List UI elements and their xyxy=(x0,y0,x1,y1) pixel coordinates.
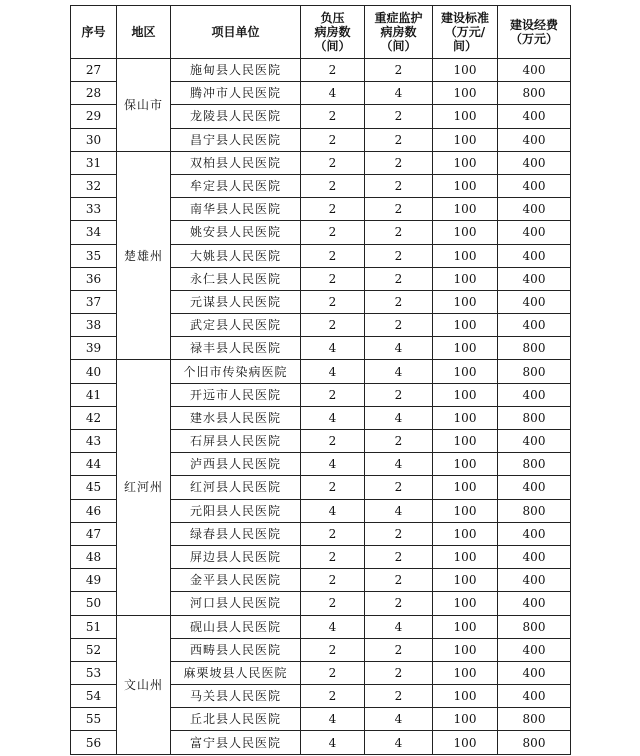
cell-construction-cost: 400 xyxy=(498,522,571,545)
cell-construction-cost: 400 xyxy=(498,105,571,128)
cell-unit: 金平县人民医院 xyxy=(171,569,301,592)
header-line: （间） xyxy=(314,39,351,53)
table-row xyxy=(71,59,571,82)
cell-icu-rooms: 2 xyxy=(365,244,433,267)
cell-icu-rooms: 2 xyxy=(365,59,433,82)
cell-construction-cost: 400 xyxy=(498,638,571,661)
cell-construction-cost: 800 xyxy=(498,615,571,638)
header-line: 间） xyxy=(452,39,477,53)
cell-seq: 40 xyxy=(71,360,117,383)
cell-construction-cost: 400 xyxy=(498,592,571,615)
cell-seq: 41 xyxy=(71,383,117,406)
cell-unit: 双柏县人民医院 xyxy=(171,151,301,174)
cell-negative-pressure-rooms: 2 xyxy=(301,174,365,197)
cell-seq: 34 xyxy=(71,221,117,244)
cell-icu-rooms: 4 xyxy=(365,615,433,638)
cell-seq: 48 xyxy=(71,545,117,568)
cell-seq: 52 xyxy=(71,638,117,661)
cell-construction-standard: 100 xyxy=(433,708,498,731)
cell-icu-rooms: 2 xyxy=(365,383,433,406)
cell-unit: 龙陵县人民医院 xyxy=(171,105,301,128)
cell-construction-cost: 800 xyxy=(498,499,571,522)
cell-construction-cost: 400 xyxy=(498,476,571,499)
cell-construction-standard: 100 xyxy=(433,128,498,151)
cell-region: 红河州 xyxy=(117,360,171,615)
cell-seq: 35 xyxy=(71,244,117,267)
cell-unit: 建水县人民医院 xyxy=(171,406,301,429)
cell-negative-pressure-rooms: 2 xyxy=(301,685,365,708)
cell-unit: 大姚县人民医院 xyxy=(171,244,301,267)
cell-construction-cost: 800 xyxy=(498,360,571,383)
cell-seq: 47 xyxy=(71,522,117,545)
cell-icu-rooms: 2 xyxy=(365,661,433,684)
cell-construction-cost: 400 xyxy=(498,267,571,290)
cell-region: 文山州 xyxy=(117,615,171,754)
cell-construction-cost: 400 xyxy=(498,569,571,592)
cell-negative-pressure-rooms: 2 xyxy=(301,198,365,221)
cell-seq: 28 xyxy=(71,82,117,105)
cell-icu-rooms: 4 xyxy=(365,82,433,105)
cell-negative-pressure-rooms: 4 xyxy=(301,731,365,754)
header-construction-cost xyxy=(498,6,571,59)
cell-seq: 56 xyxy=(71,731,117,754)
cell-seq: 32 xyxy=(71,174,117,197)
cell-seq: 36 xyxy=(71,267,117,290)
header-row xyxy=(71,6,571,59)
cell-negative-pressure-rooms: 4 xyxy=(301,360,365,383)
cell-construction-standard: 100 xyxy=(433,360,498,383)
cell-unit: 西畴县人民医院 xyxy=(171,638,301,661)
cell-negative-pressure-rooms: 2 xyxy=(301,638,365,661)
header-construction-standard xyxy=(433,6,498,59)
cell-negative-pressure-rooms: 2 xyxy=(301,59,365,82)
cell-negative-pressure-rooms: 2 xyxy=(301,522,365,545)
cell-construction-standard: 100 xyxy=(433,314,498,337)
cell-unit: 牟定县人民医院 xyxy=(171,174,301,197)
cell-negative-pressure-rooms: 2 xyxy=(301,430,365,453)
cell-region: 保山市 xyxy=(117,59,171,152)
cell-negative-pressure-rooms: 2 xyxy=(301,569,365,592)
cell-seq: 46 xyxy=(71,499,117,522)
cell-negative-pressure-rooms: 4 xyxy=(301,615,365,638)
header-line: 建设标准 xyxy=(440,11,489,25)
cell-unit: 昌宁县人民医院 xyxy=(171,128,301,151)
cell-unit: 武定县人民医院 xyxy=(171,314,301,337)
cell-seq: 37 xyxy=(71,290,117,313)
cell-negative-pressure-rooms: 2 xyxy=(301,314,365,337)
cell-negative-pressure-rooms: 2 xyxy=(301,151,365,174)
cell-construction-standard: 100 xyxy=(433,638,498,661)
cell-seq: 27 xyxy=(71,59,117,82)
cell-construction-cost: 400 xyxy=(498,198,571,221)
cell-icu-rooms: 2 xyxy=(365,569,433,592)
cell-construction-cost: 400 xyxy=(498,151,571,174)
cell-icu-rooms: 4 xyxy=(365,360,433,383)
cell-icu-rooms: 2 xyxy=(365,685,433,708)
header-icu-rooms xyxy=(365,6,433,59)
table-header xyxy=(71,6,571,59)
cell-construction-standard: 100 xyxy=(433,731,498,754)
cell-icu-rooms: 2 xyxy=(365,522,433,545)
cell-seq: 53 xyxy=(71,661,117,684)
cell-negative-pressure-rooms: 2 xyxy=(301,383,365,406)
table-body xyxy=(71,59,571,755)
cell-construction-standard: 100 xyxy=(433,453,498,476)
cell-icu-rooms: 4 xyxy=(365,453,433,476)
cell-seq: 29 xyxy=(71,105,117,128)
header-line: （万元/ xyxy=(444,25,486,39)
cell-negative-pressure-rooms: 2 xyxy=(301,244,365,267)
cell-construction-standard: 100 xyxy=(433,545,498,568)
cell-construction-standard: 100 xyxy=(433,105,498,128)
cell-construction-cost: 400 xyxy=(498,59,571,82)
cell-unit: 红河县人民医院 xyxy=(171,476,301,499)
cell-icu-rooms: 4 xyxy=(365,708,433,731)
cell-negative-pressure-rooms: 2 xyxy=(301,128,365,151)
header-line: 重症监护 xyxy=(374,11,423,25)
cell-seq: 45 xyxy=(71,476,117,499)
header-region: 地区 xyxy=(117,6,171,59)
cell-icu-rooms: 2 xyxy=(365,314,433,337)
cell-construction-standard: 100 xyxy=(433,615,498,638)
cell-icu-rooms: 2 xyxy=(365,476,433,499)
hospital-funding-table xyxy=(70,5,571,755)
cell-negative-pressure-rooms: 2 xyxy=(301,221,365,244)
table-row xyxy=(71,615,571,638)
cell-construction-standard: 100 xyxy=(433,430,498,453)
cell-construction-cost: 400 xyxy=(498,174,571,197)
cell-construction-cost: 400 xyxy=(498,685,571,708)
cell-negative-pressure-rooms: 2 xyxy=(301,476,365,499)
cell-seq: 43 xyxy=(71,430,117,453)
cell-seq: 31 xyxy=(71,151,117,174)
cell-icu-rooms: 2 xyxy=(365,221,433,244)
cell-icu-rooms: 4 xyxy=(365,406,433,429)
cell-region: 楚雄州 xyxy=(117,151,171,360)
cell-negative-pressure-rooms: 4 xyxy=(301,82,365,105)
cell-unit: 绿春县人民医院 xyxy=(171,522,301,545)
cell-seq: 42 xyxy=(71,406,117,429)
cell-unit: 丘北县人民医院 xyxy=(171,708,301,731)
cell-unit: 富宁县人民医院 xyxy=(171,731,301,754)
header-seq: 序号 xyxy=(71,6,117,59)
cell-construction-cost: 400 xyxy=(498,383,571,406)
cell-construction-standard: 100 xyxy=(433,221,498,244)
cell-construction-standard: 100 xyxy=(433,592,498,615)
cell-construction-cost: 400 xyxy=(498,314,571,337)
cell-negative-pressure-rooms: 4 xyxy=(301,499,365,522)
cell-construction-standard: 100 xyxy=(433,499,498,522)
cell-unit: 禄丰县人民医院 xyxy=(171,337,301,360)
cell-construction-cost: 800 xyxy=(498,731,571,754)
cell-negative-pressure-rooms: 2 xyxy=(301,545,365,568)
cell-icu-rooms: 2 xyxy=(365,592,433,615)
cell-construction-cost: 800 xyxy=(498,337,571,360)
cell-icu-rooms: 2 xyxy=(365,430,433,453)
cell-unit: 元谋县人民医院 xyxy=(171,290,301,313)
cell-unit: 施甸县人民医院 xyxy=(171,59,301,82)
cell-seq: 54 xyxy=(71,685,117,708)
cell-construction-standard: 100 xyxy=(433,244,498,267)
cell-construction-standard: 100 xyxy=(433,685,498,708)
cell-icu-rooms: 2 xyxy=(365,128,433,151)
cell-unit: 屏边县人民医院 xyxy=(171,545,301,568)
cell-construction-cost: 800 xyxy=(498,708,571,731)
cell-construction-standard: 100 xyxy=(433,290,498,313)
header-line: （间） xyxy=(380,39,417,53)
cell-seq: 51 xyxy=(71,615,117,638)
cell-icu-rooms: 2 xyxy=(365,267,433,290)
cell-negative-pressure-rooms: 4 xyxy=(301,453,365,476)
cell-construction-cost: 400 xyxy=(498,430,571,453)
cell-construction-standard: 100 xyxy=(433,151,498,174)
cell-negative-pressure-rooms: 4 xyxy=(301,406,365,429)
cell-icu-rooms: 2 xyxy=(365,105,433,128)
cell-unit: 南华县人民医院 xyxy=(171,198,301,221)
cell-seq: 33 xyxy=(71,198,117,221)
cell-icu-rooms: 4 xyxy=(365,731,433,754)
cell-icu-rooms: 4 xyxy=(365,337,433,360)
cell-construction-cost: 400 xyxy=(498,221,571,244)
cell-construction-cost: 800 xyxy=(498,406,571,429)
cell-construction-cost: 800 xyxy=(498,82,571,105)
cell-seq: 39 xyxy=(71,337,117,360)
cell-construction-standard: 100 xyxy=(433,82,498,105)
cell-icu-rooms: 2 xyxy=(365,151,433,174)
cell-unit: 开远市人民医院 xyxy=(171,383,301,406)
cell-unit: 姚安县人民医院 xyxy=(171,221,301,244)
cell-construction-standard: 100 xyxy=(433,406,498,429)
cell-construction-standard: 100 xyxy=(433,174,498,197)
header-line: 建设经费 xyxy=(509,18,558,32)
cell-negative-pressure-rooms: 2 xyxy=(301,661,365,684)
cell-construction-standard: 100 xyxy=(433,476,498,499)
cell-unit: 河口县人民医院 xyxy=(171,592,301,615)
header-negative-pressure-rooms xyxy=(301,6,365,59)
cell-negative-pressure-rooms: 2 xyxy=(301,105,365,128)
cell-unit: 永仁县人民医院 xyxy=(171,267,301,290)
header-line: 病房数 xyxy=(380,25,417,39)
cell-unit: 马关县人民医院 xyxy=(171,685,301,708)
cell-construction-cost: 400 xyxy=(498,661,571,684)
table-row xyxy=(71,151,571,174)
cell-unit: 麻栗坡县人民医院 xyxy=(171,661,301,684)
cell-icu-rooms: 2 xyxy=(365,290,433,313)
cell-negative-pressure-rooms: 4 xyxy=(301,708,365,731)
cell-seq: 44 xyxy=(71,453,117,476)
table-row xyxy=(71,360,571,383)
cell-construction-standard: 100 xyxy=(433,522,498,545)
header-line: 病房数 xyxy=(314,25,351,39)
cell-negative-pressure-rooms: 2 xyxy=(301,290,365,313)
cell-construction-cost: 400 xyxy=(498,128,571,151)
header-line: （万元） xyxy=(509,32,558,46)
cell-seq: 38 xyxy=(71,314,117,337)
cell-seq: 30 xyxy=(71,128,117,151)
cell-construction-cost: 400 xyxy=(498,545,571,568)
cell-construction-cost: 400 xyxy=(498,244,571,267)
cell-unit: 砚山县人民医院 xyxy=(171,615,301,638)
header-unit: 项目单位 xyxy=(171,6,301,59)
cell-construction-standard: 100 xyxy=(433,661,498,684)
cell-construction-cost: 400 xyxy=(498,290,571,313)
cell-construction-cost: 800 xyxy=(498,453,571,476)
cell-construction-standard: 100 xyxy=(433,267,498,290)
cell-construction-standard: 100 xyxy=(433,59,498,82)
cell-negative-pressure-rooms: 4 xyxy=(301,337,365,360)
cell-negative-pressure-rooms: 2 xyxy=(301,592,365,615)
cell-construction-standard: 100 xyxy=(433,198,498,221)
cell-construction-standard: 100 xyxy=(433,337,498,360)
header-line: 负压 xyxy=(320,11,345,25)
cell-unit: 元阳县人民医院 xyxy=(171,499,301,522)
cell-icu-rooms: 2 xyxy=(365,174,433,197)
cell-icu-rooms: 2 xyxy=(365,638,433,661)
cell-seq: 50 xyxy=(71,592,117,615)
cell-unit: 腾冲市人民医院 xyxy=(171,82,301,105)
cell-seq: 55 xyxy=(71,708,117,731)
cell-negative-pressure-rooms: 2 xyxy=(301,267,365,290)
cell-unit: 石屏县人民医院 xyxy=(171,430,301,453)
cell-icu-rooms: 2 xyxy=(365,198,433,221)
cell-seq: 49 xyxy=(71,569,117,592)
cell-icu-rooms: 4 xyxy=(365,499,433,522)
cell-unit: 泸西县人民医院 xyxy=(171,453,301,476)
cell-construction-standard: 100 xyxy=(433,569,498,592)
cell-unit: 个旧市传染病医院 xyxy=(171,360,301,383)
cell-construction-standard: 100 xyxy=(433,383,498,406)
cell-icu-rooms: 2 xyxy=(365,545,433,568)
